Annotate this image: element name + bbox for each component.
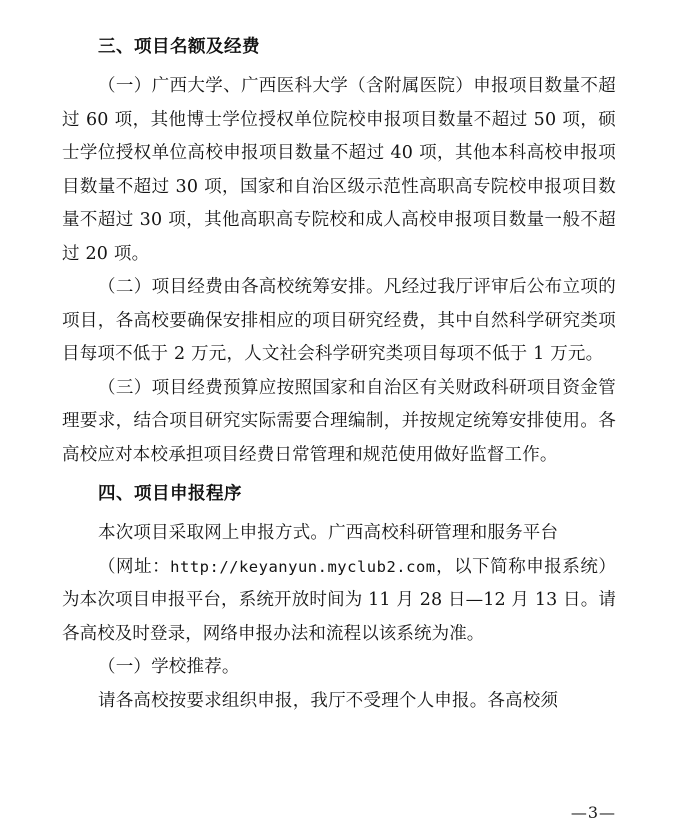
paragraph-3-1: （一）广西大学、广西医科大学（含附属医院）申报项目数量不超过 60 项，其他博士学位授权单位院校申报项目数量不超过 50 项，硕士学位授权单位高校申报项目数量不超过 40 项，其他本科高校申报项目数量不超过 30 项，国家和自治区级示范性高职高专院校申报项目数量不超过 30 项，其他高职高专院校和成人高校申报项目数量一般不超过 20 项。 — [62, 76, 616, 264]
paragraph-4-1-title: （一）学校推荐。 — [98, 657, 240, 677]
url-suffix-text: ，以下简称申报系统）为本次项目申报平台，系统开放时间为 11 月 28 日—12 月 13 日。请各高校及时登录，网络申报办法和流程以该系统为准。 — [62, 556, 616, 644]
paragraph-3-2: （二）项目经费由各高校统筹安排。凡经过我厅评审后公布立项的项目，各高校要确保安排相应的项目研究经费，其中自然科学研究类项目每项不低于 2 万元，人文社会科学研究类项目每项不低于 1 万元。 — [62, 277, 616, 364]
page-number: —3— — [570, 803, 616, 822]
paragraph-4-1-body: 请各高校按要求组织申报，我厅不受理个人申报。各高校须 — [98, 690, 559, 711]
paragraph-3-3: （三）项目经费预算应按照国家和自治区有关财政科研项目资金管理要求，结合项目研究实际需要合理编制，并按规定统筹安排使用。各高校应对本校承担项目经费日常管理和规范使用做好监督工作。 — [62, 377, 616, 465]
paragraph-4-url — [62, 551, 616, 652]
declaration-system-url: http://keyanyun.myclub2.com — [170, 557, 436, 576]
section-heading-4: 四、项目申报程序 — [98, 484, 242, 504]
section-heading-3: 三、项目名额及经费 — [98, 37, 260, 57]
paragraph-4-intro: 本次项目采取网上申报方式。广西高校科研管理和服务平台 — [98, 523, 559, 543]
url-prefix-text: （网址： — [98, 556, 171, 577]
